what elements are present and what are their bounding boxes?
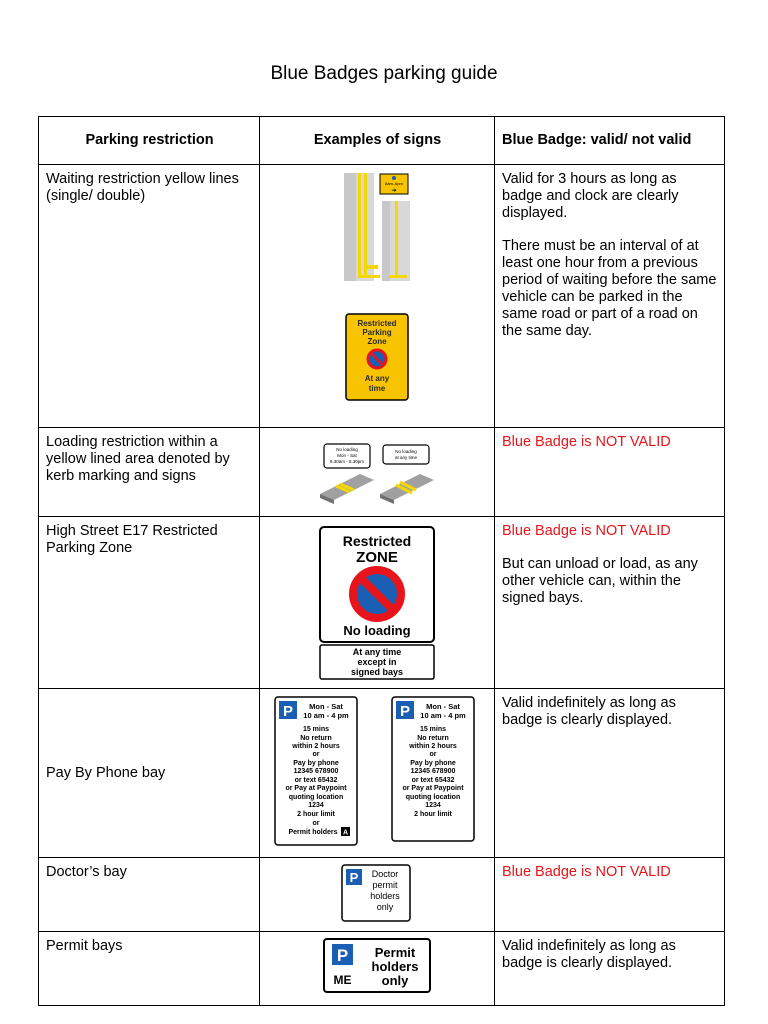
svg-text:quoting location: quoting location [288, 794, 344, 801]
zone-sign-line-1: Restricted [357, 319, 397, 328]
zone-sign-plate-line-1: At any time [352, 647, 402, 657]
time-plate-sign [380, 174, 408, 194]
validity-text: Blue Badge is NOT VALID [502, 864, 671, 880]
parking-p-icon: P [349, 870, 359, 885]
svg-text:12345 678900: 12345 678900 [293, 768, 339, 775]
header-parking-restriction: Parking restriction [39, 117, 260, 165]
svg-text:Mon - Sat: Mon - Sat [426, 702, 460, 711]
svg-text:holders: holders [370, 891, 400, 901]
validity-cell [495, 689, 725, 858]
validity-text: There must be an interval of at least one hour from a previous period of waiting before the same vehicle can be parked in the same road or part of a road on the same day. [502, 238, 717, 339]
permit-zone-code: ME [333, 973, 352, 987]
svg-text:Pay by phone: Pay by phone [293, 760, 339, 767]
validity-text: Blue Badge is NOT VALID [502, 523, 671, 539]
kerb-marking-graphic-1 [320, 474, 374, 504]
svg-text:Pay by phone: Pay by phone [410, 760, 456, 767]
svg-text:12345 678900: 12345 678900 [410, 768, 456, 775]
restricted-parking-zone-sign [346, 314, 408, 400]
table-row [39, 858, 725, 932]
table-row [39, 932, 725, 1006]
svg-text:15 mins: 15 mins [302, 726, 330, 733]
yellow-lines-signs [260, 165, 494, 422]
page-title: Blue Badges parking guide [270, 63, 498, 84]
svg-text:or: or [312, 820, 320, 827]
svg-text:1234: 1234 [425, 802, 441, 809]
zone-sign-restricted: Restricted [342, 533, 412, 549]
svg-text:No loading: No loading [336, 447, 358, 452]
single-yellow-line-graphic [382, 201, 410, 281]
restriction-cell: Permit bays [39, 932, 260, 1006]
svg-text:quoting location: quoting location [405, 794, 461, 801]
parking-p-icon: P [336, 946, 349, 965]
pay-by-phone-sign-1 [275, 697, 357, 845]
zone-sign-line-2: Parking [362, 328, 392, 337]
svg-text:at any time: at any time [394, 455, 418, 460]
validity-text: Blue Badge is NOT VALID [502, 434, 671, 450]
svg-text:P: P [399, 703, 411, 720]
signs-cell [260, 428, 495, 517]
restriction-cell: Doctor’s bay [39, 858, 260, 932]
svg-text:No loading: No loading [395, 449, 417, 454]
validity-cell [495, 517, 725, 689]
zone-sign-no-loading: No loading [343, 623, 411, 638]
svg-text:or: or [312, 751, 320, 758]
signs-cell [260, 689, 495, 858]
svg-text:Permit: Permit [374, 945, 416, 960]
pay-by-phone-sign-2 [392, 697, 474, 841]
svg-text:holders: holders [371, 959, 419, 974]
svg-text:Mon - Sat: Mon - Sat [337, 453, 357, 458]
loading-restriction-signs [260, 428, 494, 511]
parking-guide-table [38, 116, 725, 1006]
svg-text:No return: No return [417, 735, 449, 742]
table-header-row [39, 117, 725, 165]
svg-text:10 am - 4 pm: 10 am - 4 pm [420, 711, 466, 720]
svg-text:A: A [342, 829, 349, 837]
time-plate-hours: 8am–6pm [385, 181, 403, 186]
svg-text:No return: No return [300, 735, 332, 742]
restriction-cell: Waiting restriction yellow lines (single/ double) [39, 165, 260, 428]
validity-cell [495, 165, 725, 428]
validity-cell [495, 428, 725, 517]
header-examples-of-signs: Examples of signs [260, 117, 495, 165]
svg-text:within 2 hours: within 2 hours [292, 743, 340, 750]
svg-text:only: only [376, 902, 394, 912]
pay-by-phone-signs [260, 689, 494, 852]
svg-text:only: only [381, 973, 409, 988]
header-blue-badge-validity: Blue Badge: valid/ not valid [495, 117, 725, 165]
restricted-zone-no-loading-sign [260, 517, 494, 683]
svg-text:1234: 1234 [308, 802, 324, 809]
svg-text:Permit holders: Permit holders [288, 829, 338, 836]
no-loading-plate-any-time [383, 445, 429, 464]
svg-text:P: P [282, 703, 294, 720]
svg-text:or Pay at Paypoint: or Pay at Paypoint [285, 785, 347, 792]
restriction-cell: High Street E17 Restricted Parking Zone [39, 517, 260, 689]
restriction-cell: Loading restriction within a yellow lined area denoted by kerb marking and signs [39, 428, 260, 517]
no-loading-plate-mon-sat [324, 444, 370, 468]
kerb-marking-graphic-2 [380, 474, 434, 504]
validity-text: But can unload or load, as any other vehicle can, within the signed bays. [502, 556, 698, 606]
zone-sign-line-5: time [368, 384, 386, 393]
zone-sign-line-4: At any [364, 374, 390, 383]
validity-cell [495, 932, 725, 1006]
double-yellow-line-graphic [344, 173, 380, 281]
svg-text:or text 65432: or text 65432 [411, 777, 455, 784]
signs-cell [260, 858, 495, 932]
validity-cell [495, 858, 725, 932]
restriction-cell: Pay By Phone bay [39, 689, 260, 858]
svg-text:Mon - Sat: Mon - Sat [309, 702, 343, 711]
table-row [39, 428, 725, 517]
zone-sign-plate-line-2: except in [357, 657, 397, 667]
svg-text:10 am - 4 pm: 10 am - 4 pm [303, 711, 349, 720]
svg-text:or Pay at Paypoint: or Pay at Paypoint [402, 785, 464, 792]
signs-cell [260, 932, 495, 1006]
validity-text: Valid indefinitely as long as badge is clearly displayed. [502, 695, 676, 728]
time-plate-arrow: ➔ [391, 188, 397, 194]
doctor-bay-sign [260, 858, 494, 926]
svg-text:or text 65432: or text 65432 [294, 777, 338, 784]
svg-text:within 2 hours: within 2 hours [409, 743, 457, 750]
zone-sign-zone: ZONE [356, 549, 398, 566]
svg-text:permit: permit [372, 880, 398, 890]
signs-cell [260, 165, 495, 428]
svg-text:8.30am - 6.30pm: 8.30am - 6.30pm [329, 459, 365, 464]
svg-text:Doctor: Doctor [371, 869, 399, 879]
table-row [39, 517, 725, 689]
table-row [39, 165, 725, 428]
svg-text:2 hour limit: 2 hour limit [297, 811, 335, 818]
zone-sign-line-3: Zone [367, 337, 387, 346]
svg-text:15 mins: 15 mins [419, 726, 447, 733]
validity-text: Valid indefinitely as long as badge is clearly displayed. [502, 938, 676, 971]
validity-text: Valid for 3 hours as long as badge and clock are clearly displayed. [502, 171, 679, 221]
svg-text:2 hour limit: 2 hour limit [414, 811, 452, 818]
table-row [39, 689, 725, 858]
svg-text:or: or [429, 751, 437, 758]
permit-bay-sign [260, 932, 494, 1000]
signs-cell [260, 517, 495, 689]
zone-sign-plate-line-3: signed bays [350, 667, 404, 677]
